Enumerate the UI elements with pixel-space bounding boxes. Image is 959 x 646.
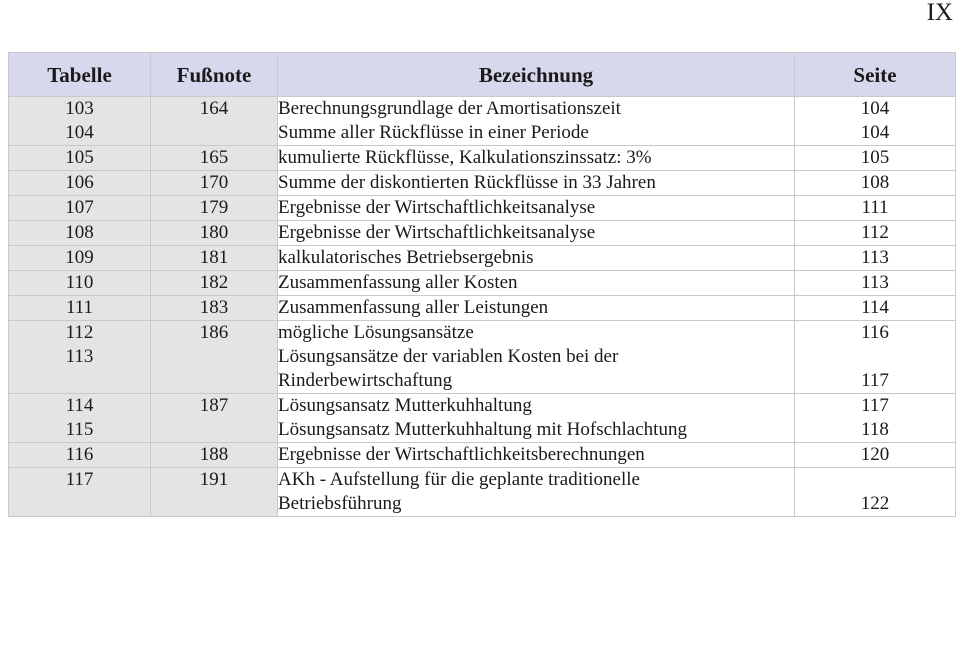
cell-description-line: Summe der diskontierten Rückflüsse in 33 Jahren [278, 172, 656, 193]
cell-page-line [795, 345, 955, 369]
cell-footnote [151, 97, 278, 146]
cell-table-line: 111 [65, 297, 94, 318]
cell-footnote-line: 187 [199, 395, 229, 416]
cell-page-line: 117 [861, 395, 889, 416]
cell-page [795, 394, 956, 443]
cell-page-line: 111 [861, 197, 889, 218]
cell-table-line: 113 [65, 346, 94, 367]
cell-footnote [151, 443, 278, 468]
cell-table [9, 468, 151, 517]
cell-footnote [151, 468, 278, 517]
cell-table [9, 221, 151, 246]
table-row [9, 296, 956, 321]
cell-footnote-line: 181 [199, 247, 229, 268]
cell-description [278, 271, 795, 296]
table-body [9, 97, 956, 517]
cell-table-line: 112 [65, 322, 94, 343]
cell-description-line: Lösungsansätze der variablen Kosten bei der [278, 346, 619, 367]
table-row [9, 97, 956, 146]
cell-table [9, 146, 151, 171]
cell-page [795, 443, 956, 468]
cell-table-line: 105 [65, 147, 94, 168]
cell-description-line: Zusammenfassung aller Kosten [278, 272, 518, 293]
cell-table-line: 110 [65, 272, 94, 293]
cell-table-line: 114 [65, 395, 94, 416]
table-row [9, 468, 956, 517]
cell-page-line: 117 [861, 370, 889, 391]
cell-table [9, 443, 151, 468]
cell-table-line: 104 [65, 122, 94, 143]
cell-table [9, 394, 151, 443]
cell-description [278, 171, 795, 196]
cell-footnote-line: 164 [199, 98, 229, 119]
cell-page [795, 221, 956, 246]
cell-footnote-line: 180 [199, 222, 229, 243]
cell-page-line: 112 [861, 222, 889, 243]
cell-description-line: Lösungsansatz Mutterkuhhaltung [278, 395, 532, 416]
cell-footnote-line: 182 [199, 272, 229, 293]
cell-footnote-line: 179 [199, 197, 229, 218]
header-description: Bezeichnung [278, 53, 795, 97]
header-page: Seite [795, 53, 956, 97]
header-footnote: Fußnote [151, 53, 278, 97]
cell-page-line: 122 [860, 493, 890, 514]
cell-table [9, 296, 151, 321]
cell-description-line: Lösungsansatz Mutterkuhhaltung mit Hofschlachtung [278, 419, 687, 440]
table-row [9, 171, 956, 196]
cell-table-line: 107 [65, 197, 94, 218]
cell-description [278, 146, 795, 171]
cell-page-line: 104 [860, 98, 890, 119]
table-row [9, 321, 956, 394]
cell-page-line: 105 [860, 147, 890, 168]
cell-table [9, 271, 151, 296]
cell-description [278, 196, 795, 221]
cell-page [795, 196, 956, 221]
header-table: Tabelle [9, 53, 151, 97]
cell-footnote-line: 186 [199, 322, 229, 343]
cell-table [9, 97, 151, 146]
cell-page [795, 171, 956, 196]
cell-footnote-line: 170 [199, 172, 229, 193]
cell-table [9, 171, 151, 196]
cell-table-line: 108 [65, 222, 94, 243]
cell-description [278, 394, 795, 443]
cell-page-line: 118 [861, 419, 889, 440]
cell-table [9, 321, 151, 394]
cell-page-line: 113 [861, 247, 889, 268]
cell-table-line: 115 [65, 419, 94, 440]
cell-footnote [151, 196, 278, 221]
cell-description-line: Ergebnisse der Wirtschaftlichkeitsanalyse [278, 197, 596, 218]
cell-page [795, 271, 956, 296]
cell-page-line: 113 [861, 272, 889, 293]
cell-description [278, 468, 795, 517]
table-row [9, 246, 956, 271]
cell-page [795, 246, 956, 271]
cell-page [795, 146, 956, 171]
cell-footnote [151, 146, 278, 171]
cell-table-line: 117 [65, 469, 94, 490]
cell-page [795, 97, 956, 146]
cell-description-line: kumulierte Rückflüsse, Kalkulationszinssatz: 3% [278, 147, 652, 168]
table-index [8, 52, 956, 517]
cell-table [9, 246, 151, 271]
cell-table [9, 196, 151, 221]
cell-description [278, 321, 795, 394]
cell-description-line: mögliche Lösungsansätze [278, 322, 474, 343]
cell-description-line: Zusammenfassung aller Leistungen [278, 297, 549, 318]
cell-description [278, 246, 795, 271]
cell-page [795, 296, 956, 321]
cell-page-line: 114 [861, 297, 889, 318]
cell-page-line [795, 468, 955, 492]
cell-page-line: 108 [860, 172, 890, 193]
cell-description-line: Summe aller Rückflüsse in einer Periode [278, 122, 589, 143]
cell-description-line: kalkulatorisches Betriebsergebnis [278, 247, 534, 268]
cell-footnote [151, 321, 278, 394]
page-number: IX [926, 0, 953, 26]
cell-footnote [151, 171, 278, 196]
table-row [9, 271, 956, 296]
cell-description-line: AKh - Aufstellung für die geplante traditionelle [278, 469, 640, 490]
cell-page-line: 116 [861, 322, 889, 343]
cell-table-line: 116 [65, 444, 94, 465]
cell-footnote-line: 183 [199, 297, 229, 318]
cell-description-line: Betriebsführung [278, 493, 402, 514]
cell-footnote [151, 394, 278, 443]
header-row [9, 53, 956, 97]
cell-description-line: Berechnungsgrundlage der Amortisationszeit [278, 98, 621, 119]
cell-description-line: Rinderbewirtschaftung [278, 370, 453, 391]
cell-description-line: Ergebnisse der Wirtschaftlichkeitsanalyse [278, 222, 596, 243]
cell-table-line: 109 [65, 247, 94, 268]
cell-description [278, 97, 795, 146]
table-row [9, 196, 956, 221]
cell-footnote [151, 271, 278, 296]
cell-description [278, 443, 795, 468]
table-row [9, 221, 956, 246]
cell-description-line: Ergebnisse der Wirtschaftlichkeitsberechnungen [278, 444, 645, 465]
cell-description [278, 296, 795, 321]
cell-footnote [151, 296, 278, 321]
cell-page [795, 468, 956, 517]
cell-footnote-line: 191 [199, 469, 229, 490]
cell-table-line: 106 [65, 172, 94, 193]
cell-footnote [151, 221, 278, 246]
cell-footnote-line: 165 [199, 147, 229, 168]
table-row [9, 394, 956, 443]
cell-table-line: 103 [65, 98, 94, 119]
table-row [9, 146, 956, 171]
cell-page [795, 321, 956, 394]
table-row [9, 443, 956, 468]
cell-footnote-line: 188 [199, 444, 229, 465]
cell-footnote [151, 246, 278, 271]
cell-page-line: 104 [860, 122, 890, 143]
cell-description [278, 221, 795, 246]
cell-page-line: 120 [860, 444, 890, 465]
